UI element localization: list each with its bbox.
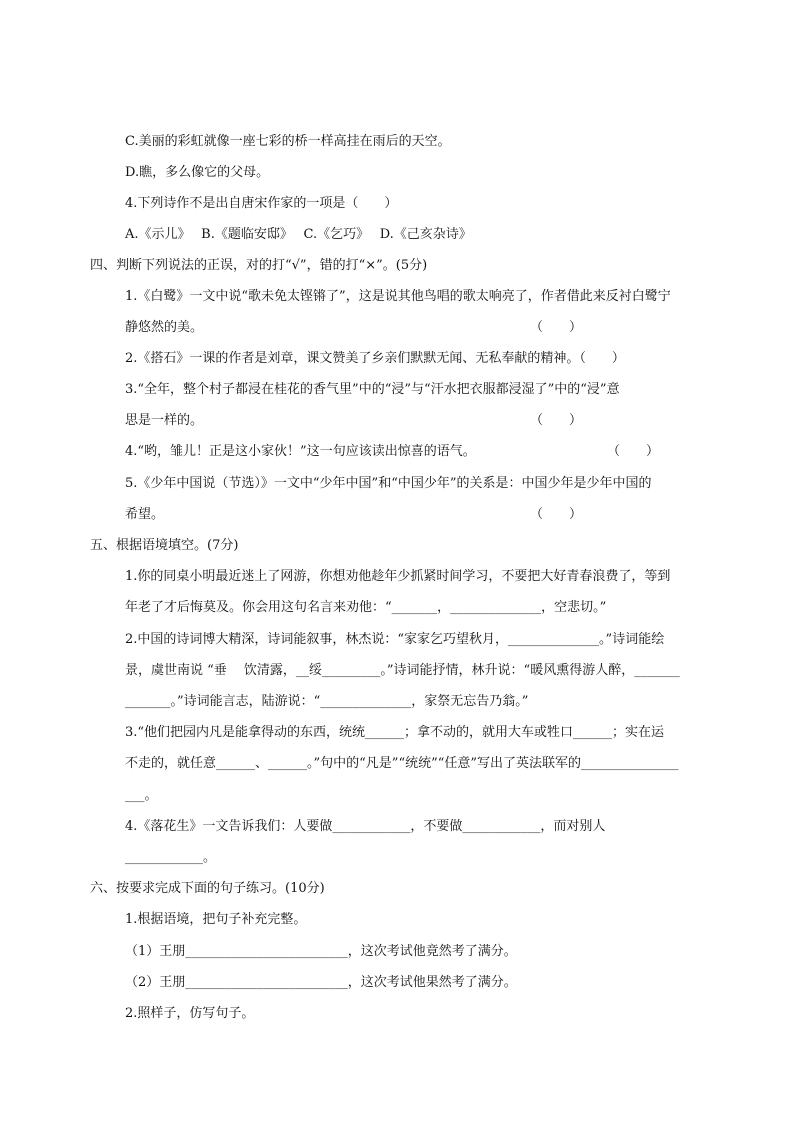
judge-item-3-line2: 思是一样的。: [125, 413, 204, 428]
judge-item-4-answer-bracket: （ ）: [607, 444, 660, 459]
fill-q2-line1: 2.中国的诗词博大精深，诗词能叙事，林杰说：“家家乞巧望秋月，______________。”诗词能绘: [125, 632, 665, 647]
fill-q1-line1: 1.你的同桌小明最近迷上了网游，你想劝他趁年少抓紧时间学习，不要把大好青春浪费了，等到: [125, 569, 671, 584]
judge-item-4: 4.“哟，雏儿！正是这小家伙！”这一句应该读出惊喜的语气。: [125, 444, 476, 459]
judge-item-1-line1: 1.《白鹭》一文中说“歌未免太铿锵了”，这是说其他鸟唱的歌太响亮了，作者借此来反衬白鹭宁: [125, 289, 671, 304]
judge-item-3-answer-bracket: （ ）: [530, 413, 583, 428]
fill-q1-line2: 年老了才后悔莫及。你会用这句名言来劝他：“_______，______________，空悲切。”: [125, 600, 607, 615]
fill-q2-line3: _______。”诗词能言志，陆游说：“______________，家祭无忘告乃翁。”: [125, 694, 529, 709]
judge-item-5-line1: 5.《少年中国说（节选）》一文中“少年中国”和“中国少年”的关系是：中国少年是少年中国的: [125, 476, 652, 491]
sentence-q1-part1: （1）王朋_________________________，这次考试他竟然考了满分。: [125, 944, 517, 959]
judge-item-5-answer-bracket: （ ）: [530, 507, 583, 522]
question-4-options: A.《示儿》 B.《题临安邸》 C.《乞巧》 D.《己亥杂诗》: [125, 227, 472, 242]
option-d: D.瞧，多么像它的父母。: [125, 165, 270, 180]
sentence-q2-stem: 2.照样子，仿写句子。: [125, 1006, 255, 1021]
judge-item-3-line1: 3.“全年，整个村子都浸在桂花的香气里”中的“浸”与“汗水把衣服都浸湿了”中的“浸”意: [125, 382, 620, 397]
fill-q3-line3: ___。: [125, 788, 158, 803]
sentence-q1-stem: 1.根据语境，把句子补充完整。: [125, 912, 307, 927]
judge-item-2: 2.《搭石》一课的作者是刘章，课文赞美了乡亲们默默无闻、无私奉献的精神。（ ）: [125, 351, 625, 366]
fill-q3-line2: 不走的，就任意______、______。”句中的“凡是”“统统”“任意”写出了英法联军的_______________: [125, 756, 679, 771]
fill-q4-line2: ____________。: [125, 850, 217, 865]
section-5-heading: 五、根据语境填空。(7分): [90, 538, 239, 553]
option-c: C.美丽的彩虹就像一座七彩的桥一样高挂在雨后的天空。: [125, 134, 451, 149]
judge-item-5-line2: 希望。: [125, 507, 165, 522]
section-4-heading: 四、判断下列说法的正误，对的打“√”，错的打“×”。(5分): [90, 258, 428, 273]
fill-q4-line1: 4.《落花生》一文告诉我们：人要做____________，不要做____________，而对别人: [125, 819, 606, 834]
judge-item-1-answer-bracket: （ ）: [530, 320, 583, 335]
question-4-stem: 4.下列诗作不是出自唐宋作家的一项是（ ）: [125, 196, 398, 211]
fill-q3-line1: 3.“他们把园内凡是能拿得动的东西，统统______；拿不动的，就用大车或牲口______；实在运: [125, 725, 665, 740]
sentence-q1-part2: （2）王朋_________________________，这次考试他果然考了满分。: [125, 975, 517, 990]
section-6-heading: 六、按要求完成下面的句子练习。(10分): [90, 881, 325, 896]
fill-q2-line2: 景，虞世南说 “垂 饮清露，__绥_________。”诗词能抒情，林升说：“暖风熏得游人醉，_______: [125, 663, 680, 678]
judge-item-1-line2: 静悠然的美。: [125, 320, 204, 335]
